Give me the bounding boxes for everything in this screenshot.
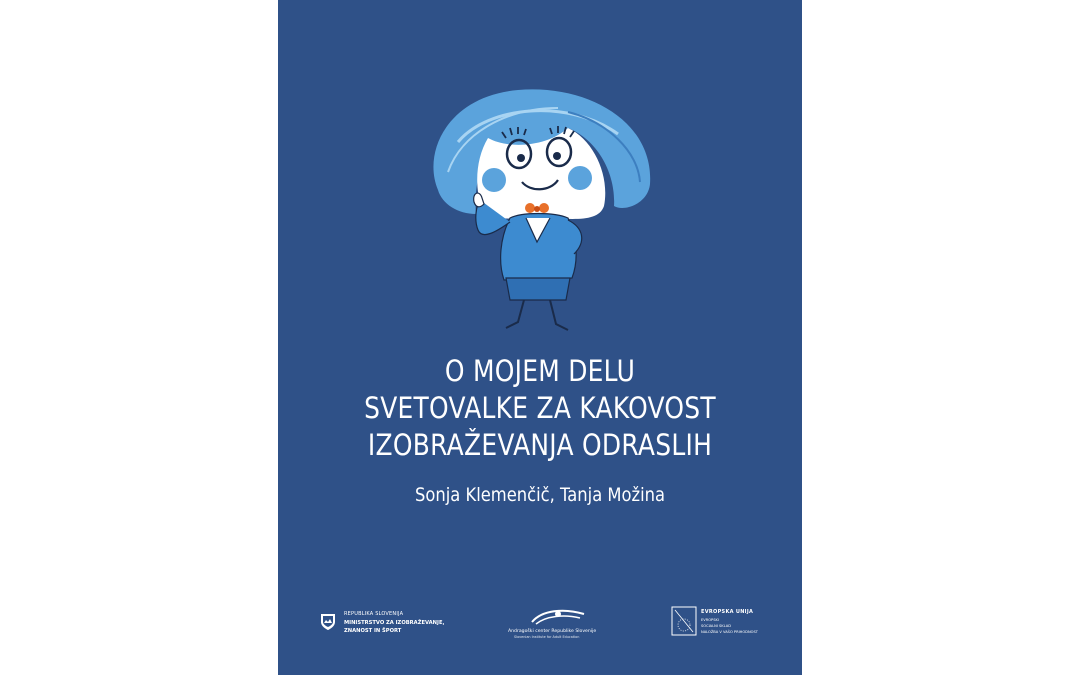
acs-line-2: Slovenian Institute for Adult Education [514,635,580,639]
cover-title-line-1: O MOJEM DELU [444,354,636,388]
ministry-logo [318,611,458,641]
eu-flag-icon [671,606,697,636]
eu-line-4: NALOŽBA V VAŠO PRIHODNOST [701,630,758,634]
acs-line-1: Andragoški center Republike Slovenije [508,629,597,634]
eu-logo [671,604,771,642]
ministry-line-3: ZNANOST IN ŠPORT [344,628,402,634]
acs-wave-logo-icon [528,606,588,626]
eu-line-3: SOCIALNI SKLAD [701,624,731,628]
eu-line-1: EVROPSKA UNIJA [701,609,754,615]
ministry-line-2: MINISTRSTVO ZA IZOBRAŽEVANJE, [344,620,445,626]
ministry-line-1: REPUBLIKA SLOVENIJA [344,611,404,617]
book-cover [278,0,802,675]
cover-title-line-3: IZOBRAŽEVANJA ODRASLIH [367,428,713,462]
cover-footer-logos [278,600,802,650]
cover-authors: Sonja Klemenčič, Tanja Možina [415,484,665,506]
acs-logo [506,606,606,642]
cover-title-line-2: SVETOVALKE ZA KAKOVOST [364,391,716,425]
character-illustration [418,82,658,337]
eu-line-2: EVROPSKI [701,618,719,622]
cover-title [278,353,802,464]
slovenia-coat-of-arms-icon [320,613,336,631]
